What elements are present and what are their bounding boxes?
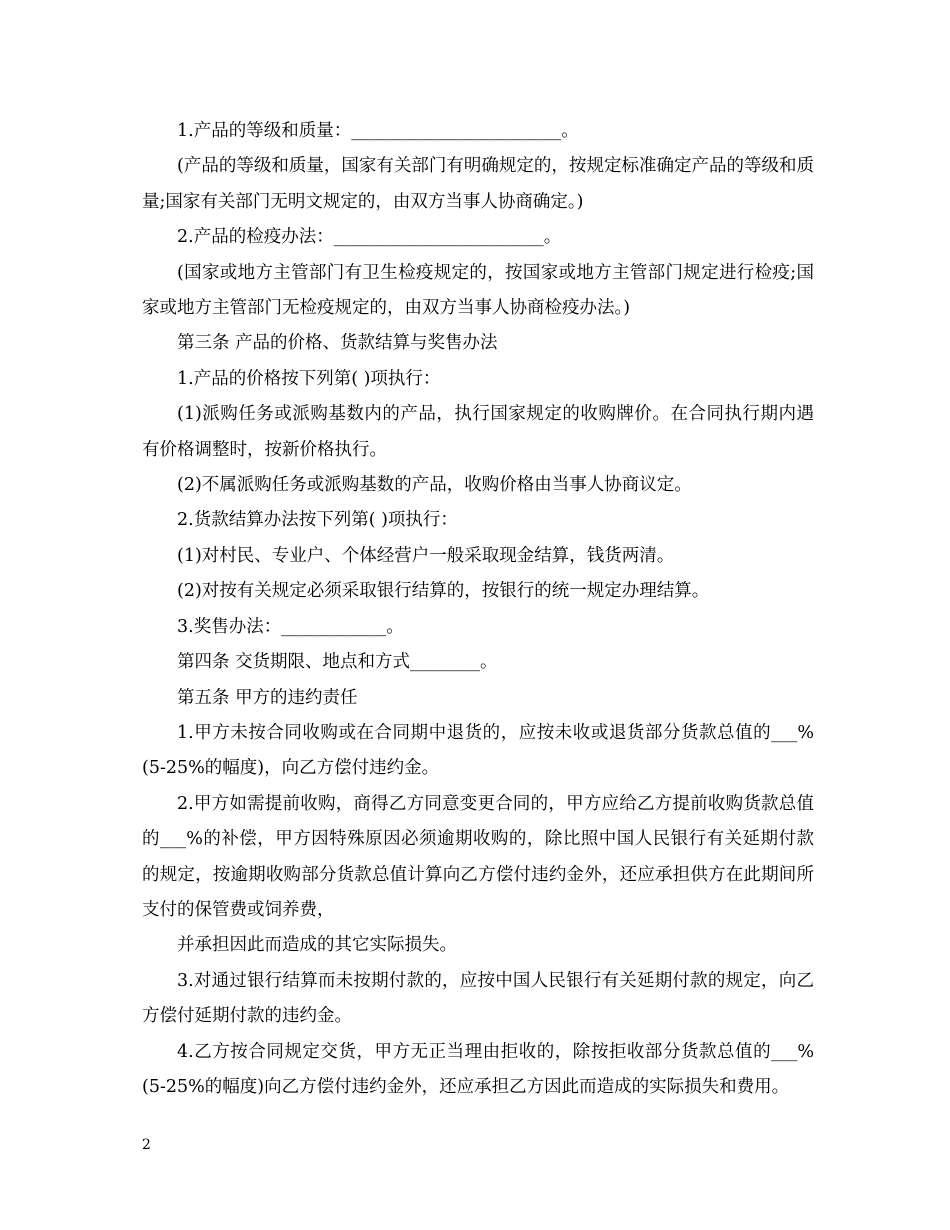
settlement-option-2: (2)对按有关规定必须采取银行结算的，按银行的统一规定办理结算。 — [177, 581, 710, 602]
article-four-heading: 第四条 交货期限、地点和方式________。 — [177, 652, 498, 673]
liability-clause-3: 3.对通过银行结算而未按期付款的，应按中国人民银行有关延期付款的规定，向乙方偿付延期付款的违约金。 — [142, 970, 814, 1027]
settlement-option-1: (1)对村民、专业户、个体经营户一般采取现金结算，钱货两清。 — [177, 545, 675, 566]
liability-clause-2: 2.甲方如需提前收购，商得乙方同意变更合同的，甲方应给乙方提前收购货款总值的___%的补偿，甲方因特殊原因必须逾期收购的，除比照中国人民银行有关延期付款的规定，按逾期收购部分货款总值计算向乙方偿付违约金外，还应承担供方在此期间所支付的保管费或饲养费， — [142, 793, 814, 920]
clause-incentive: 3.奖售办法：____________。 — [177, 616, 404, 637]
price-option-2: (2)不属派购任务或派购基数的产品，收购价格由当事人协商议定。 — [177, 475, 692, 496]
clause-quarantine: 2.产品的检疫办法：________________________。 — [177, 227, 562, 248]
liability-clause-4: 4.乙方按合同规定交货，甲方无正当理由拒收的，除按拒收部分货款总值的___%(5-25%的幅度)向乙方偿付违约金外，还应承担乙方因此而造成的实际损失和费用。 — [142, 1041, 814, 1097]
clause-price-option: 1.产品的价格按下列第( )项执行： — [177, 368, 441, 389]
clause-grade-quality: 1.产品的等级和质量：________________________。 — [177, 121, 579, 141]
article-three-heading: 第三条 产品的价格、货款结算与奖售办法 — [177, 333, 498, 354]
liability-clause-1: 1.甲方未按合同收购或在合同期中退货的，应按未收或退货部分货款总值的___%(5-25%的幅度)，向乙方偿付违约金。 — [142, 722, 814, 779]
note-quarantine: (国家或地方主管部门有卫生检疫规定的，按国家或地方主管部门规定进行检疫;国家或地方主管部门无检疫规定的，由双方当事人协商检疫办法。) — [142, 262, 814, 319]
document-body — [142, 114, 814, 1105]
article-five-heading: 第五条 甲方的违约责任 — [177, 687, 358, 708]
liability-clause-2-continued: 并承担因此而造成的其它实际损失。 — [177, 935, 457, 956]
clause-settlement-option: 2.货款结算办法按下列第( )项执行： — [177, 510, 458, 531]
note-grade-quality: (产品的等级和质量，国家有关部门有明确规定的，按规定标准确定产品的等级和质量;国家有关部门无明文规定的，由双方当事人协商确定。) — [142, 156, 814, 212]
page-number: 2 — [142, 1137, 151, 1153]
price-option-1: (1)派购任务或派购基数内的产品，执行国家规定的收购牌价。在合同执行期内遇有价格调整时，按新价格执行。 — [142, 404, 814, 460]
